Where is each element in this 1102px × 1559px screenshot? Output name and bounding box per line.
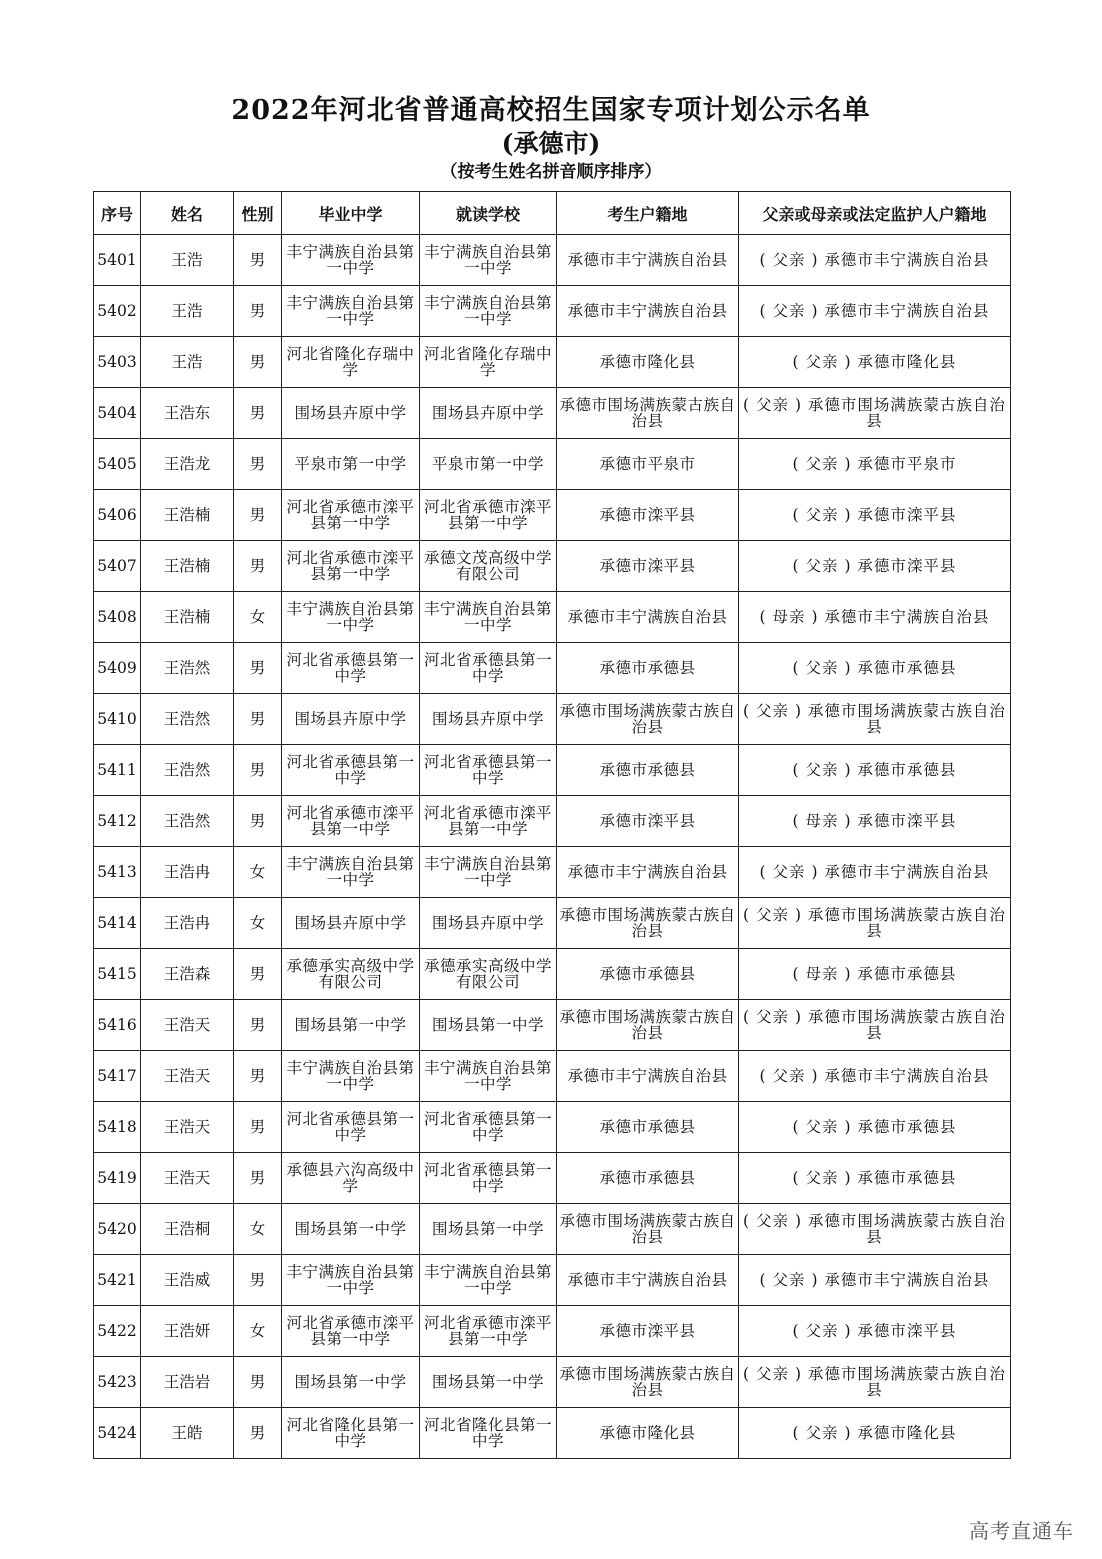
- table-row: [94, 541, 1011, 592]
- current-school-cell: 承德承实高级中学有限公司: [420, 949, 557, 1000]
- table-row: [94, 1255, 1011, 1306]
- gender-cell: 男: [234, 643, 282, 694]
- student-hukou-cell: 承德市丰宁满族自治县: [557, 1255, 739, 1306]
- table-row: [94, 1000, 1011, 1051]
- gender-cell: 男: [234, 490, 282, 541]
- name-cell: 王浩桐: [141, 1204, 234, 1255]
- table-row: [94, 643, 1011, 694]
- name-cell: 王浩冉: [141, 898, 234, 949]
- current-school-cell: 丰宁满族自治县第一中学: [420, 286, 557, 337]
- student-hukou-cell: 承德市滦平县: [557, 490, 739, 541]
- table-row: [94, 796, 1011, 847]
- graduation-school-cell: 承德县六沟高级中学: [282, 1153, 420, 1204]
- current-school-cell: 河北省承德县第一中学: [420, 643, 557, 694]
- graduation-school-cell: 河北省承德县第一中学: [282, 1102, 420, 1153]
- current-school-cell: 河北省隆化存瑞中学: [420, 337, 557, 388]
- student-hukou-cell: 承德市围场满族蒙古族自治县: [557, 1357, 739, 1408]
- gender-cell: 男: [234, 796, 282, 847]
- seq-cell: 5424: [94, 1408, 141, 1459]
- student-hukou-cell: 承德市围场满族蒙古族自治县: [557, 1000, 739, 1051]
- name-cell: 王浩楠: [141, 490, 234, 541]
- gender-cell: 男: [234, 1357, 282, 1408]
- guardian-hukou-cell: ( 父亲 ) 承德市丰宁满族自治县: [739, 1051, 1011, 1102]
- gender-cell: 女: [234, 847, 282, 898]
- name-cell: 王皓: [141, 1408, 234, 1459]
- gender-cell: 男: [234, 337, 282, 388]
- name-cell: 王浩天: [141, 1102, 234, 1153]
- seq-cell: 5419: [94, 1153, 141, 1204]
- name-cell: 王浩天: [141, 1153, 234, 1204]
- seq-cell: 5414: [94, 898, 141, 949]
- name-cell: 王浩然: [141, 796, 234, 847]
- guardian-hukou-cell: ( 父亲 ) 承德市滦平县: [739, 490, 1011, 541]
- name-cell: 王浩: [141, 286, 234, 337]
- gender-cell: 女: [234, 1306, 282, 1357]
- seq-cell: 5403: [94, 337, 141, 388]
- gender-cell: 女: [234, 898, 282, 949]
- current-school-cell: 河北省承德市滦平县第一中学: [420, 490, 557, 541]
- graduation-school-cell: 河北省承德市滦平县第一中学: [282, 1306, 420, 1357]
- student-hukou-cell: 承德市丰宁满族自治县: [557, 1051, 739, 1102]
- graduation-school-cell: 围场县第一中学: [282, 1204, 420, 1255]
- name-cell: 王浩天: [141, 1000, 234, 1051]
- gender-cell: 男: [234, 1408, 282, 1459]
- table-row: [94, 235, 1011, 286]
- guardian-hukou-cell: ( 父亲 ) 承德市围场满族蒙古族自治县: [739, 388, 1011, 439]
- graduation-school-cell: 河北省隆化县第一中学: [282, 1408, 420, 1459]
- seq-cell: 5421: [94, 1255, 141, 1306]
- seq-cell: 5411: [94, 745, 141, 796]
- seq-cell: 5417: [94, 1051, 141, 1102]
- table-row: [94, 337, 1011, 388]
- student-hukou-cell: 承德市承德县: [557, 1153, 739, 1204]
- table-row: [94, 745, 1011, 796]
- table-row: [94, 1153, 1011, 1204]
- table-row: [94, 694, 1011, 745]
- gender-cell: 男: [234, 694, 282, 745]
- seq-cell: 5422: [94, 1306, 141, 1357]
- graduation-school-cell: 丰宁满族自治县第一中学: [282, 1051, 420, 1102]
- student-hukou-cell: 承德市丰宁满族自治县: [557, 847, 739, 898]
- table-row: [94, 592, 1011, 643]
- guardian-hukou-cell: ( 父亲 ) 承德市围场满族蒙古族自治县: [739, 898, 1011, 949]
- header-cell: 序号: [94, 192, 141, 235]
- seq-cell: 5402: [94, 286, 141, 337]
- seq-cell: 5423: [94, 1357, 141, 1408]
- seq-cell: 5410: [94, 694, 141, 745]
- document-title: 2022年河北省普通高校招生国家专项计划公示名单: [231, 95, 871, 126]
- name-cell: 王浩冉: [141, 847, 234, 898]
- header-cell: 考生户籍地: [557, 192, 739, 235]
- gender-cell: 男: [234, 1102, 282, 1153]
- gender-cell: 女: [234, 592, 282, 643]
- graduation-school-cell: 河北省承德市滦平县第一中学: [282, 490, 420, 541]
- student-hukou-cell: 承德市丰宁满族自治县: [557, 592, 739, 643]
- seq-cell: 5412: [94, 796, 141, 847]
- guardian-hukou-cell: ( 母亲 ) 承德市承德县: [739, 949, 1011, 1000]
- graduation-school-cell: 丰宁满族自治县第一中学: [282, 592, 420, 643]
- table-row: [94, 949, 1011, 1000]
- guardian-hukou-cell: ( 父亲 ) 承德市丰宁满族自治县: [739, 286, 1011, 337]
- gender-cell: 男: [234, 1255, 282, 1306]
- graduation-school-cell: 河北省隆化存瑞中学: [282, 337, 420, 388]
- seq-cell: 5413: [94, 847, 141, 898]
- watermark: 高考直通车: [969, 1519, 1074, 1543]
- name-cell: 王浩然: [141, 694, 234, 745]
- current-school-cell: 丰宁满族自治县第一中学: [420, 235, 557, 286]
- gender-cell: 男: [234, 388, 282, 439]
- seq-cell: 5406: [94, 490, 141, 541]
- header-cell: 毕业中学: [282, 192, 420, 235]
- guardian-hukou-cell: ( 父亲 ) 承德市丰宁满族自治县: [739, 847, 1011, 898]
- table-row: [94, 490, 1011, 541]
- seq-cell: 5409: [94, 643, 141, 694]
- seq-cell: 5408: [94, 592, 141, 643]
- name-cell: 王浩楠: [141, 541, 234, 592]
- guardian-hukou-cell: ( 父亲 ) 承德市围场满族蒙古族自治县: [739, 1357, 1011, 1408]
- graduation-school-cell: 河北省承德市滦平县第一中学: [282, 541, 420, 592]
- guardian-hukou-cell: ( 父亲 ) 承德市围场满族蒙古族自治县: [739, 1000, 1011, 1051]
- seq-cell: 5415: [94, 949, 141, 1000]
- guardian-hukou-cell: ( 父亲 ) 承德市丰宁满族自治县: [739, 235, 1011, 286]
- student-roster-table: [93, 191, 1011, 1459]
- seq-cell: 5407: [94, 541, 141, 592]
- student-hukou-cell: 承德市滦平县: [557, 541, 739, 592]
- guardian-hukou-cell: ( 父亲 ) 承德市隆化县: [739, 1408, 1011, 1459]
- current-school-cell: 围场县第一中学: [420, 1204, 557, 1255]
- document-subtitle-city: (承德市): [501, 129, 601, 158]
- name-cell: 王浩然: [141, 745, 234, 796]
- guardian-hukou-cell: ( 父亲 ) 承德市承德县: [739, 643, 1011, 694]
- guardian-hukou-cell: ( 父亲 ) 承德市承德县: [739, 1153, 1011, 1204]
- name-cell: 王浩然: [141, 643, 234, 694]
- document-sort-note: （按考生姓名拼音顺序排序）: [440, 162, 662, 182]
- graduation-school-cell: 平泉市第一中学: [282, 439, 420, 490]
- guardian-hukou-cell: ( 父亲 ) 承德市滦平县: [739, 1306, 1011, 1357]
- current-school-cell: 河北省承德县第一中学: [420, 1153, 557, 1204]
- name-cell: 王浩: [141, 235, 234, 286]
- guardian-hukou-cell: ( 父亲 ) 承德市平泉市: [739, 439, 1011, 490]
- header-cell: 就读学校: [420, 192, 557, 235]
- guardian-hukou-cell: ( 父亲 ) 承德市承德县: [739, 1102, 1011, 1153]
- student-hukou-cell: 承德市丰宁满族自治县: [557, 286, 739, 337]
- guardian-hukou-cell: ( 父亲 ) 承德市围场满族蒙古族自治县: [739, 1204, 1011, 1255]
- current-school-cell: 丰宁满族自治县第一中学: [420, 1255, 557, 1306]
- guardian-hukou-cell: ( 父亲 ) 承德市围场满族蒙古族自治县: [739, 694, 1011, 745]
- current-school-cell: 围场县第一中学: [420, 1000, 557, 1051]
- guardian-hukou-cell: ( 母亲 ) 承德市滦平县: [739, 796, 1011, 847]
- table-row: [94, 286, 1011, 337]
- guardian-hukou-cell: ( 父亲 ) 承德市承德县: [739, 745, 1011, 796]
- student-hukou-cell: 承德市承德县: [557, 745, 739, 796]
- current-school-cell: 承德文茂高级中学有限公司: [420, 541, 557, 592]
- graduation-school-cell: 围场县第一中学: [282, 1000, 420, 1051]
- header-row: [94, 192, 1011, 235]
- graduation-school-cell: 丰宁满族自治县第一中学: [282, 847, 420, 898]
- gender-cell: 男: [234, 541, 282, 592]
- header-cell: 父亲或母亲或法定监护人户籍地: [739, 192, 1011, 235]
- header-cell: 姓名: [141, 192, 234, 235]
- name-cell: 王浩龙: [141, 439, 234, 490]
- current-school-cell: 丰宁满族自治县第一中学: [420, 592, 557, 643]
- table-row: [94, 388, 1011, 439]
- name-cell: 王浩楠: [141, 592, 234, 643]
- name-cell: 王浩森: [141, 949, 234, 1000]
- graduation-school-cell: 承德承实高级中学有限公司: [282, 949, 420, 1000]
- table-row: [94, 1204, 1011, 1255]
- gender-cell: 男: [234, 235, 282, 286]
- table-row: [94, 1102, 1011, 1153]
- seq-cell: 5420: [94, 1204, 141, 1255]
- graduation-school-cell: 围场县卉原中学: [282, 388, 420, 439]
- name-cell: 王浩威: [141, 1255, 234, 1306]
- graduation-school-cell: 河北省承德县第一中学: [282, 745, 420, 796]
- table-row: [94, 898, 1011, 949]
- current-school-cell: 围场县卉原中学: [420, 694, 557, 745]
- gender-cell: 男: [234, 439, 282, 490]
- gender-cell: 男: [234, 1153, 282, 1204]
- table-row: [94, 439, 1011, 490]
- gender-cell: 男: [234, 286, 282, 337]
- student-hukou-cell: 承德市承德县: [557, 949, 739, 1000]
- name-cell: 王浩妍: [141, 1306, 234, 1357]
- current-school-cell: 河北省承德市滦平县第一中学: [420, 796, 557, 847]
- gender-cell: 男: [234, 1000, 282, 1051]
- table-row: [94, 1357, 1011, 1408]
- current-school-cell: 平泉市第一中学: [420, 439, 557, 490]
- student-hukou-cell: 承德市围场满族蒙古族自治县: [557, 1204, 739, 1255]
- seq-cell: 5416: [94, 1000, 141, 1051]
- current-school-cell: 河北省隆化县第一中学: [420, 1408, 557, 1459]
- seq-cell: 5401: [94, 235, 141, 286]
- guardian-hukou-cell: ( 父亲 ) 承德市隆化县: [739, 337, 1011, 388]
- graduation-school-cell: 围场县卉原中学: [282, 694, 420, 745]
- student-hukou-cell: 承德市丰宁满族自治县: [557, 235, 739, 286]
- student-hukou-cell: 承德市围场满族蒙古族自治县: [557, 898, 739, 949]
- current-school-cell: 河北省承德县第一中学: [420, 745, 557, 796]
- current-school-cell: 围场县卉原中学: [420, 388, 557, 439]
- graduation-school-cell: 丰宁满族自治县第一中学: [282, 286, 420, 337]
- student-hukou-cell: 承德市承德县: [557, 1102, 739, 1153]
- guardian-hukou-cell: ( 父亲 ) 承德市滦平县: [739, 541, 1011, 592]
- table-header: [94, 192, 1011, 235]
- name-cell: 王浩天: [141, 1051, 234, 1102]
- graduation-school-cell: 河北省承德市滦平县第一中学: [282, 796, 420, 847]
- student-hukou-cell: 承德市承德县: [557, 643, 739, 694]
- graduation-school-cell: 丰宁满族自治县第一中学: [282, 235, 420, 286]
- student-hukou-cell: 承德市滦平县: [557, 796, 739, 847]
- student-hukou-cell: 承德市围场满族蒙古族自治县: [557, 388, 739, 439]
- student-hukou-cell: 承德市围场满族蒙古族自治县: [557, 694, 739, 745]
- current-school-cell: 围场县卉原中学: [420, 898, 557, 949]
- guardian-hukou-cell: ( 母亲 ) 承德市丰宁满族自治县: [739, 592, 1011, 643]
- name-cell: 王浩: [141, 337, 234, 388]
- student-hukou-cell: 承德市隆化县: [557, 337, 739, 388]
- graduation-school-cell: 围场县卉原中学: [282, 898, 420, 949]
- student-hukou-cell: 承德市平泉市: [557, 439, 739, 490]
- gender-cell: 男: [234, 1051, 282, 1102]
- current-school-cell: 丰宁满族自治县第一中学: [420, 1051, 557, 1102]
- seq-cell: 5405: [94, 439, 141, 490]
- current-school-cell: 河北省承德市滦平县第一中学: [420, 1306, 557, 1357]
- table-row: [94, 1408, 1011, 1459]
- table-row: [94, 1306, 1011, 1357]
- gender-cell: 男: [234, 745, 282, 796]
- gender-cell: 男: [234, 949, 282, 1000]
- header-cell: 性别: [234, 192, 282, 235]
- student-hukou-cell: 承德市滦平县: [557, 1306, 739, 1357]
- graduation-school-cell: 丰宁满族自治县第一中学: [282, 1255, 420, 1306]
- current-school-cell: 围场县第一中学: [420, 1357, 557, 1408]
- graduation-school-cell: 河北省承德县第一中学: [282, 643, 420, 694]
- seq-cell: 5418: [94, 1102, 141, 1153]
- table-body: [94, 235, 1011, 1459]
- seq-cell: 5404: [94, 388, 141, 439]
- student-hukou-cell: 承德市隆化县: [557, 1408, 739, 1459]
- current-school-cell: 河北省承德县第一中学: [420, 1102, 557, 1153]
- name-cell: 王浩岩: [141, 1357, 234, 1408]
- graduation-school-cell: 围场县第一中学: [282, 1357, 420, 1408]
- table-row: [94, 847, 1011, 898]
- table-row: [94, 1051, 1011, 1102]
- current-school-cell: 丰宁满族自治县第一中学: [420, 847, 557, 898]
- gender-cell: 女: [234, 1204, 282, 1255]
- guardian-hukou-cell: ( 父亲 ) 承德市丰宁满族自治县: [739, 1255, 1011, 1306]
- name-cell: 王浩东: [141, 388, 234, 439]
